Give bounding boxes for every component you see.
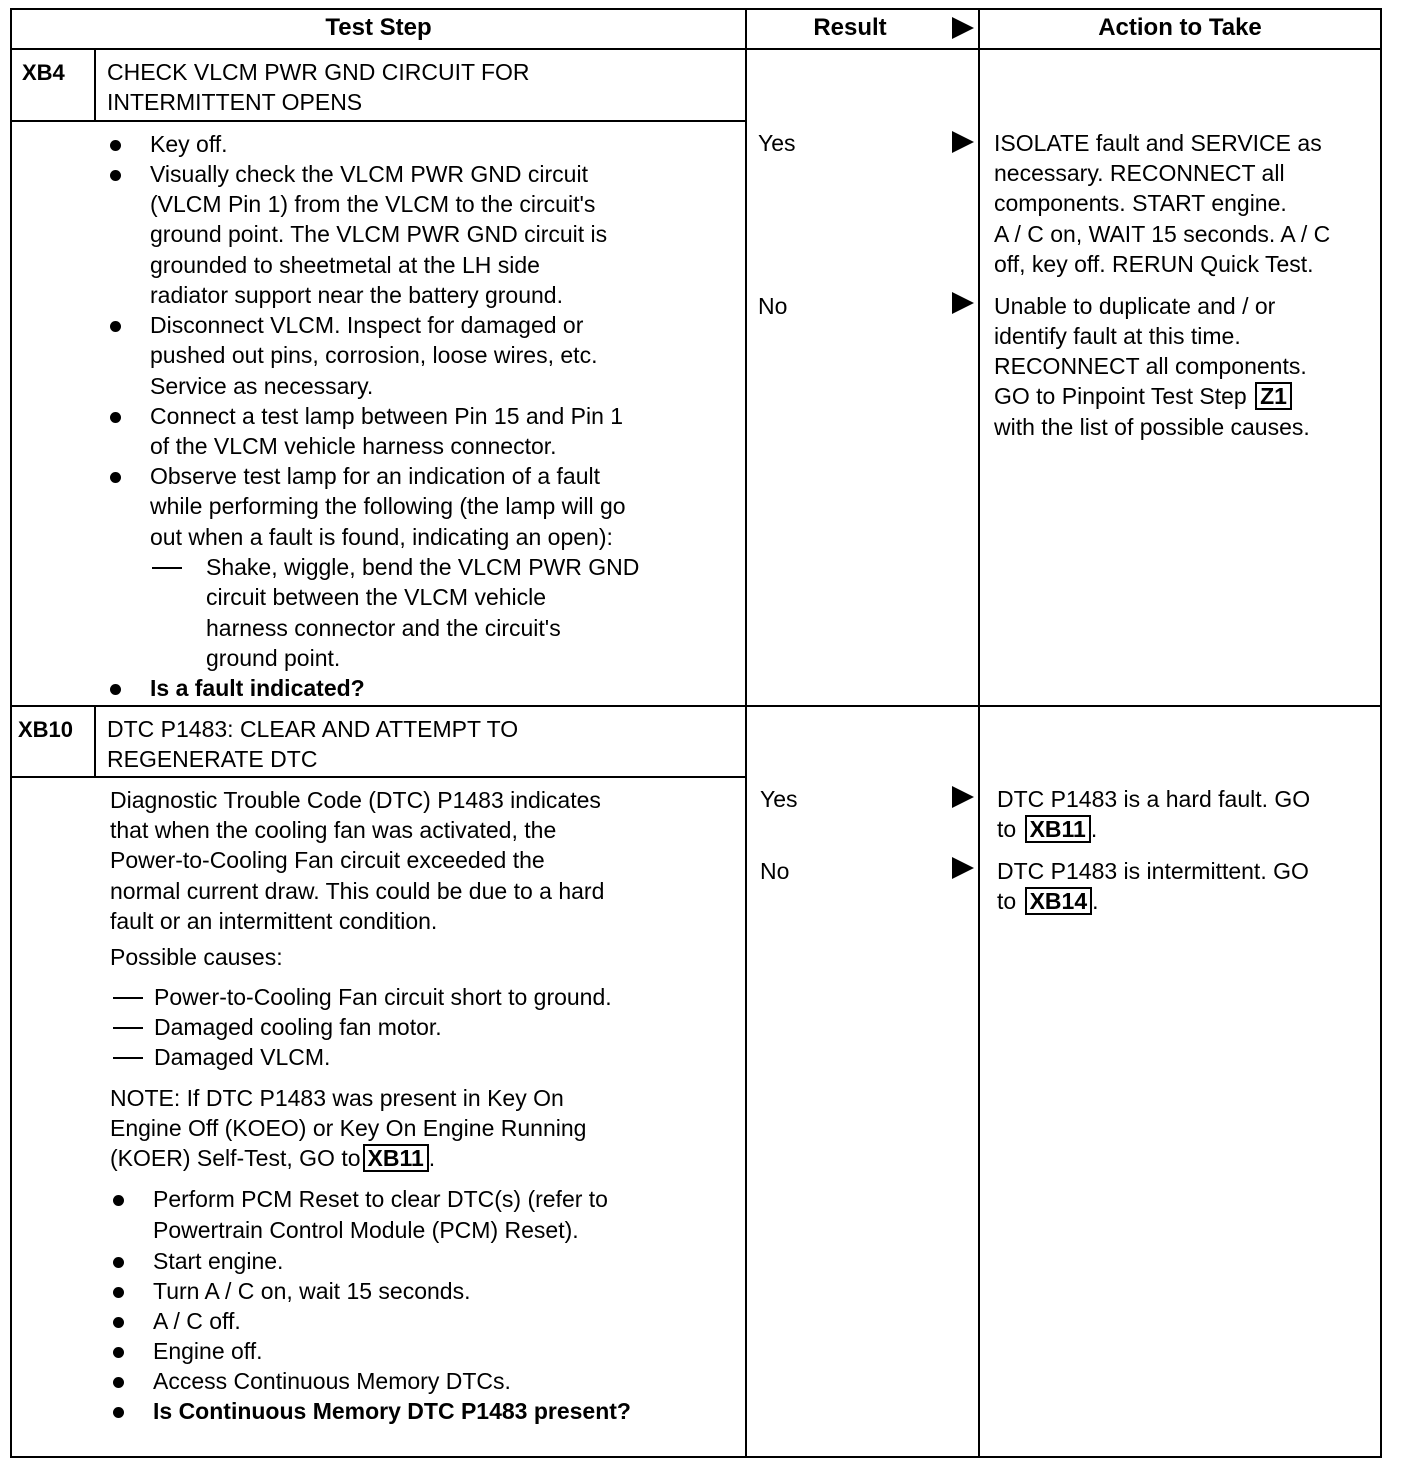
- xb10-note-goto-text: (KOER) Self-Test, GO to: [110, 1145, 361, 1171]
- xb4-sub-line-4: ground point.: [206, 645, 341, 671]
- xb10-cause-2: Damaged cooling fan motor.: [154, 1014, 442, 1040]
- xb10-result-no: No: [760, 858, 790, 884]
- xb10-intro-line-5: fault or an intermittent condition.: [110, 908, 438, 934]
- xb10-step-1-line-1: Perform PCM Reset to clear DTC(s) (refer to: [153, 1186, 608, 1212]
- xb4-step-5-line-1: Observe test lamp for an indication of a fault: [150, 463, 601, 489]
- xb10-action-yes-tail: .: [1090, 816, 1098, 842]
- xb10-causes-label: Possible causes:: [110, 944, 283, 970]
- xb4-action-no-goto-text: GO to Pinpoint Test Step: [994, 383, 1247, 409]
- xb4-action-no-tail: with the list of possible causes.: [994, 414, 1310, 440]
- xb10-title-line-1: DTC P1483: CLEAR AND ATTEMPT TO: [107, 716, 519, 742]
- xb4-step-5-line-3: out when a fault is found, indicating an open):: [150, 524, 613, 550]
- header-action: Action to Take: [1098, 14, 1262, 41]
- xb4-step-2-line-4: grounded to sheetmetal at the LH side: [150, 252, 540, 278]
- xb4-bullet-5: [110, 472, 121, 483]
- xb10-result-yes: Yes: [760, 786, 798, 812]
- xb4-action-no-ref-link[interactable]: Z1: [1255, 382, 1292, 410]
- xb10-cause-3: Damaged VLCM.: [154, 1044, 331, 1070]
- xb4-action-no-line-3: RECONNECT all components.: [994, 353, 1307, 379]
- xb4-step-2-line-3: ground point. The VLCM PWR GND circuit is: [150, 221, 608, 247]
- xb4-title-bottom-border: [10, 120, 745, 122]
- xb4-sub-dash: [152, 567, 182, 569]
- xb10-note-tail: .: [428, 1145, 436, 1171]
- xb10-action-no-ref-link[interactable]: XB14: [1025, 887, 1093, 915]
- xb4-step-4-line-1: Connect a test lamp between Pin 15 and Pin 1: [150, 403, 624, 429]
- table-right-border: [1380, 8, 1382, 1458]
- xb10-bullet-1: [113, 1195, 124, 1206]
- xb4-question: Is a fault indicated?: [150, 675, 365, 701]
- xb10-bullet-6: [113, 1377, 124, 1388]
- xb4-action-no-line-1: Unable to duplicate and / or: [994, 293, 1276, 319]
- xb4-code-divider: [94, 48, 96, 120]
- header-arrow-icon: [952, 17, 974, 39]
- header-test-step: Test Step: [325, 14, 432, 41]
- xb10-yes-arrow-icon: [952, 786, 974, 808]
- xb10-no-arrow-icon: [952, 857, 974, 879]
- xb4-sub-line-2: circuit between the VLCM vehicle: [206, 584, 547, 610]
- xb4-step-4-line-2: of the VLCM vehicle harness connector.: [150, 433, 557, 459]
- xb4-step-3-line-3: Service as necessary.: [150, 373, 374, 399]
- xb10-action-yes-line-2: [997, 814, 1097, 844]
- xb10-intro-line-2: that when the cooling fan was activated, the: [110, 817, 557, 843]
- xb10-cause-dash-3: [113, 1057, 143, 1059]
- xb10-action-no-tail: .: [1092, 888, 1099, 914]
- result-column-border: [745, 8, 747, 1458]
- xb10-code-divider: [94, 705, 96, 777]
- xb4-sub-line-1: Shake, wiggle, bend the VLCM PWR GND: [206, 554, 640, 580]
- header-result: Result: [813, 14, 887, 41]
- xb4-step-1: Key off.: [150, 131, 228, 157]
- xb4-bullet-6: [110, 684, 121, 695]
- header-bottom-border: [10, 48, 1380, 50]
- xb10-title-bottom-border: [10, 776, 745, 778]
- xb4-no-arrow-icon: [952, 292, 974, 314]
- xb4-result-no: No: [758, 293, 788, 319]
- xb4-title-line-1: CHECK VLCM PWR GND CIRCUIT FOR: [107, 59, 530, 85]
- xb10-bullet-5: [113, 1347, 124, 1358]
- xb10-title-line-2: REGENERATE DTC: [107, 746, 318, 772]
- xb4-step-2-line-2: (VLCM Pin 1) from the VLCM to the circuit's: [150, 191, 596, 217]
- xb10-step-3: Turn A / C on, wait 15 seconds.: [153, 1278, 471, 1304]
- xb4-step-3-line-2: pushed out pins, corrosion, loose wires, etc.: [150, 342, 598, 368]
- xb4-action-no-line-2: identify fault at this time.: [994, 323, 1241, 349]
- xb10-bullet-2: [113, 1257, 124, 1268]
- table-top-border: [10, 8, 1380, 10]
- xb4-step-3-line-1: Disconnect VLCM. Inspect for damaged or: [150, 312, 584, 338]
- table-bottom-border: [10, 1456, 1382, 1458]
- xb4-bullet-4: [110, 412, 121, 423]
- xb4-action-yes-line-2: necessary. RECONNECT all: [994, 160, 1285, 186]
- xb10-step-6: Access Continuous Memory DTCs.: [153, 1368, 511, 1394]
- xb10-note-line-1: NOTE: If DTC P1483 was present in Key On: [110, 1085, 564, 1111]
- xb4-bullet-3: [110, 321, 121, 332]
- xb10-cause-dash-1: [113, 997, 143, 999]
- xb4-step-2-line-5: radiator support near the battery ground.: [150, 282, 563, 308]
- xb10-note-line-3: [110, 1143, 435, 1173]
- xb10-step-2: Start engine.: [153, 1248, 284, 1274]
- xb10-action-yes-ref-link[interactable]: XB11: [1025, 815, 1091, 843]
- xb4-step-5-line-2: while performing the following (the lamp will go: [150, 493, 626, 519]
- xb4-action-yes-line-5: off, key off. RERUN Quick Test.: [994, 251, 1314, 277]
- xb10-intro-line-3: Power-to-Cooling Fan circuit exceeded the: [110, 847, 545, 873]
- xb4-step-2-line-1: Visually check the VLCM PWR GND circuit: [150, 161, 588, 187]
- xb4-yes-arrow-icon: [952, 131, 974, 153]
- xb10-cause-1: Power-to-Cooling Fan circuit short to ground.: [154, 984, 612, 1010]
- xb10-bullet-7: [113, 1407, 124, 1418]
- table-left-border: [10, 8, 12, 1458]
- xb10-note-ref-link[interactable]: XB11: [363, 1144, 429, 1172]
- xb10-step-code: XB10: [18, 717, 74, 742]
- xb10-action-no-line-1: DTC P1483 is intermittent. GO: [997, 858, 1309, 884]
- xb10-action-yes-line-1: DTC P1483 is a hard fault. GO: [997, 786, 1311, 812]
- xb10-step-4: A / C off.: [153, 1308, 241, 1334]
- xb10-cause-dash-2: [113, 1027, 143, 1029]
- xb10-action-no-line-2: [997, 886, 1099, 916]
- xb10-note-line-2: Engine Off (KOEO) or Key On Engine Running: [110, 1115, 587, 1141]
- xb10-step-5: Engine off.: [153, 1338, 263, 1364]
- xb4-sub-line-3: harness connector and the circuit's: [206, 615, 561, 641]
- xb10-bullet-4: [113, 1317, 124, 1328]
- xb4-title-line-2: INTERMITTENT OPENS: [107, 89, 363, 115]
- xb4-action-yes-line-4: A / C on, WAIT 15 seconds. A / C: [994, 221, 1331, 247]
- action-column-border: [978, 8, 980, 1458]
- xb4-step-code: XB4: [22, 60, 65, 85]
- xb10-question: Is Continuous Memory DTC P1483 present?: [153, 1398, 631, 1424]
- xb10-action-yes-to: to: [997, 816, 1017, 842]
- xb10-bullet-3: [113, 1287, 124, 1298]
- xb10-action-no-to: to: [997, 888, 1017, 914]
- xb4-result-yes: Yes: [758, 130, 796, 156]
- xb10-intro-line-4: normal current draw. This could be due to a hard: [110, 878, 605, 904]
- row-separator: [10, 705, 1382, 707]
- xb4-action-no-line-4: [994, 381, 1292, 411]
- xb4-bullet-2: [110, 170, 121, 181]
- xb10-intro-line-1: Diagnostic Trouble Code (DTC) P1483 indicates: [110, 787, 601, 813]
- xb4-action-yes-line-1: ISOLATE fault and SERVICE as: [994, 130, 1322, 156]
- xb4-action-yes-line-3: components. START engine.: [994, 190, 1287, 216]
- xb4-bullet-1: [110, 140, 121, 151]
- xb10-step-1-line-2: Powertrain Control Module (PCM) Reset).: [153, 1217, 579, 1243]
